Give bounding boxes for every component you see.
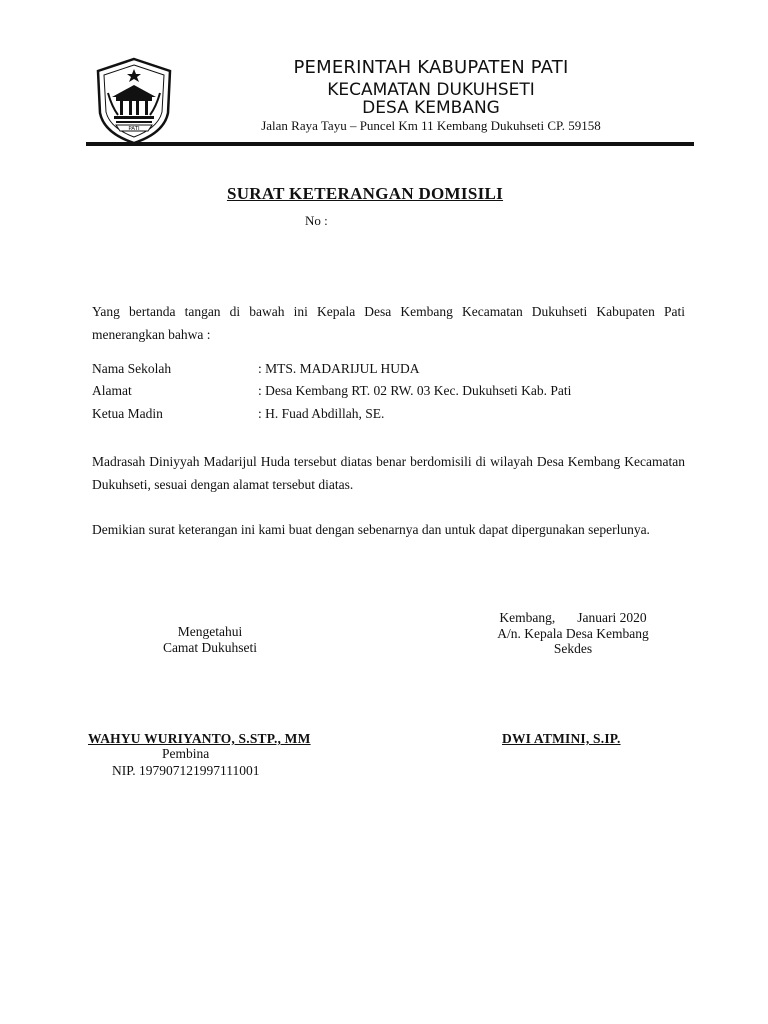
field-label: Alamat bbox=[92, 383, 132, 398]
field-label: Nama Sekolah bbox=[92, 361, 172, 376]
closing-paragraph: Demikian surat keterangan ini kami buat dengan sebenarnya dan untuk dapat dipergunakan seperlunya. bbox=[92, 522, 650, 537]
field-value: : Desa Kembang RT. 02 RW. 03 Kec. Dukuhseti Kab. Pati bbox=[258, 383, 572, 398]
field-value: : MTS. MADARIJUL HUDA bbox=[258, 361, 420, 376]
field-row-school-name bbox=[92, 361, 420, 377]
left-signature-role: Camat Dukuhseti bbox=[162, 640, 258, 655]
document-number-label: No : bbox=[305, 213, 328, 228]
logo-text: PATI bbox=[128, 126, 140, 132]
document-title: SURAT KETERANGAN DOMISILI bbox=[226, 184, 504, 203]
place-and-date bbox=[463, 610, 683, 626]
left-signatory-nip: NIP. 197907121997111001 bbox=[112, 763, 260, 778]
left-signature-heading: Mengetahui bbox=[177, 624, 243, 639]
field-row-head bbox=[92, 406, 384, 422]
right-signature-role: Sekdes bbox=[553, 641, 593, 656]
statement-paragraph: Madrasah Diniyyah Madarijul Huda tersebut diatas benar berdomisili di wilayah Desa Kembang Kecamatan Dukuhseti, sesuai dengan alamat tersebut diatas. bbox=[92, 454, 685, 492]
field-value: : H. Fuad Abdillah, SE. bbox=[258, 406, 385, 421]
intro-paragraph: Yang bertanda tangan di bawah ini Kepala Desa Kembang Kecamatan Dukuhseti Kabupaten Pati menerangkan bahwa : bbox=[92, 304, 685, 342]
letterhead-government: PEMERINTAH KABUPATEN PATI bbox=[293, 57, 569, 78]
left-signatory-rank: Pembina bbox=[162, 746, 210, 761]
regency-coat-of-arms-icon bbox=[94, 57, 174, 145]
letterhead-district: KECAMATAN DUKUHSETI bbox=[327, 80, 535, 100]
field-label: Ketua Madin bbox=[92, 406, 163, 421]
signature-date: Januari 2020 bbox=[577, 610, 647, 625]
right-signatory-name: DWI ATMINI, S.IP. bbox=[502, 731, 621, 746]
field-row-address bbox=[92, 383, 571, 399]
letterhead-address: Jalan Raya Tayu – Puncel Km 11 Kembang Dukuhseti CP. 59158 bbox=[261, 118, 601, 133]
letterhead-village: DESA KEMBANG bbox=[362, 98, 500, 118]
right-signature-heading: A/n. Kepala Desa Kembang bbox=[497, 626, 649, 641]
left-signatory-name: WAHYU WURIYANTO, S.STP., MM bbox=[88, 731, 311, 746]
signature-place: Kembang, bbox=[499, 610, 556, 625]
letterhead-divider bbox=[86, 142, 694, 146]
